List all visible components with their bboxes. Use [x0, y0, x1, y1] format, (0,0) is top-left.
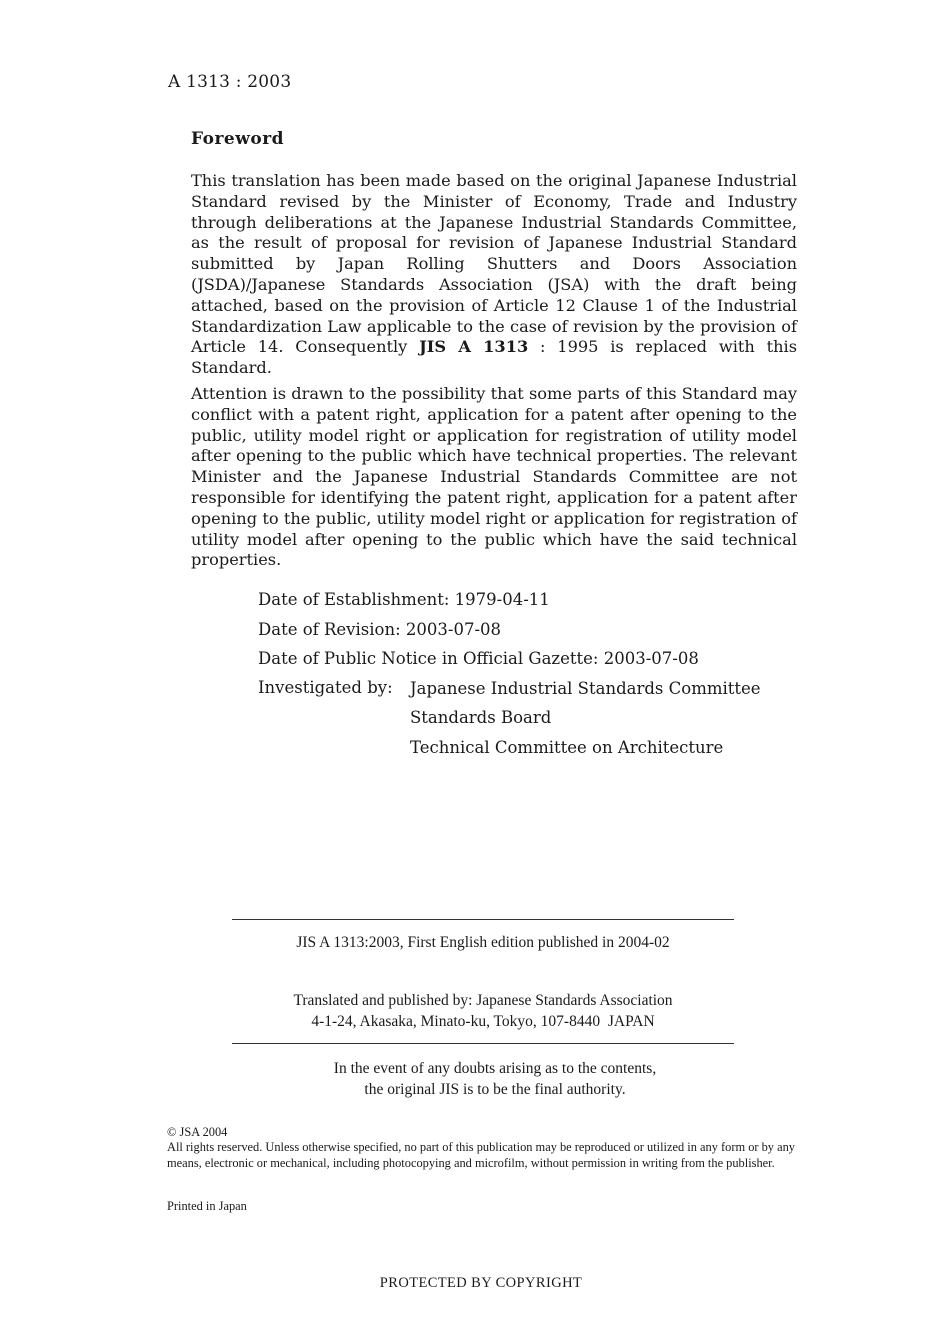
foreword-text: : 1995 is replaced with this Standard. [191, 337, 798, 378]
foreword-text: This translation has been made based on the original Japanese Industrial Standard revised by the Minister of Economy, Trade and Industry through deliberations at the Japanese Industrial Standards Committee, as the result of proposal for revision of Japanese Industrial Standard submitted by Japan Rolling Shutters and Doors Association (JSDA)/Japanese Standards Association (JSA) with the draft being attached, based on the provision of Article 12 Clause 1 of the Industrial Standardization Law applicable to the case of revision by the provision of Article 14. Consequently [191, 171, 797, 357]
authority-note [200, 1059, 790, 1100]
investigator: Technical Committee on Architecture [410, 737, 724, 757]
date-public-notice: Date of Public Notice in Official Gazette: 2003-07-08 [258, 649, 699, 669]
date-revision: Date of Revision: 2003-07-08 [258, 619, 502, 639]
date-establishment: Date of Establishment: 1979-04-11 [258, 590, 550, 609]
edition-line: JIS A 1313:2003, First English edition published in 2004-02 [296, 934, 670, 951]
printed-in: Printed in Japan [167, 1199, 247, 1213]
copyright-block [167, 1125, 795, 1171]
foreword-paragraph-1 [191, 171, 797, 379]
publisher-block [200, 991, 766, 1032]
foreword-title: Foreword [191, 129, 285, 149]
rights-notice: All rights reserved. Unless otherwise specified, no part of this publication may be reproduced or utilized in any form or by any means, electronic or mechanical, including photocopying and microfilm, without permission in writing from the publisher. [167, 1140, 795, 1170]
investigator: Standards Board [410, 708, 552, 728]
foreword-paragraph-2: Attention is drawn to the possibility that some parts of this Standard may conflict with a patent right, application for a patent after opening to the public, utility model right or application for registration of utility model after opening to the public which have technical properties. The relevant Minister and the Japanese Industrial Standards Committee are not responsible for identifying the patent right, application for a patent after opening to the public, utility model right or application for registration of utility model after opening to the public which have the said technical properties. [191, 383, 797, 570]
publisher-address: 4-1-24, Akasaka, Minato-ku, Tokyo, 107-8440 JAPAN [311, 1012, 655, 1030]
investigated-values [410, 678, 761, 767]
investigator: Japanese Industrial Standards Committee [410, 678, 761, 698]
copyright-footer: PROTECTED BY COPYRIGHT [379, 1275, 583, 1291]
investigated-label: Investigated by: [258, 677, 393, 697]
authority-note-line: the original JIS is to be the final authority. [364, 1080, 626, 1098]
translated-by: Translated and published by: Japanese Standards Association [293, 992, 673, 1009]
divider [232, 919, 734, 920]
authority-note-line: In the event of any doubts arising as to the contents, [333, 1060, 657, 1077]
investigated-by [258, 678, 761, 767]
dates-block [258, 589, 761, 767]
standard-code: A 1313 : 2003 [168, 72, 292, 92]
foreword-body [191, 171, 797, 576]
standard-reference: JIS A 1313 [419, 337, 529, 357]
copyright-owner: © JSA 2004 [167, 1125, 228, 1139]
divider [232, 1043, 734, 1044]
